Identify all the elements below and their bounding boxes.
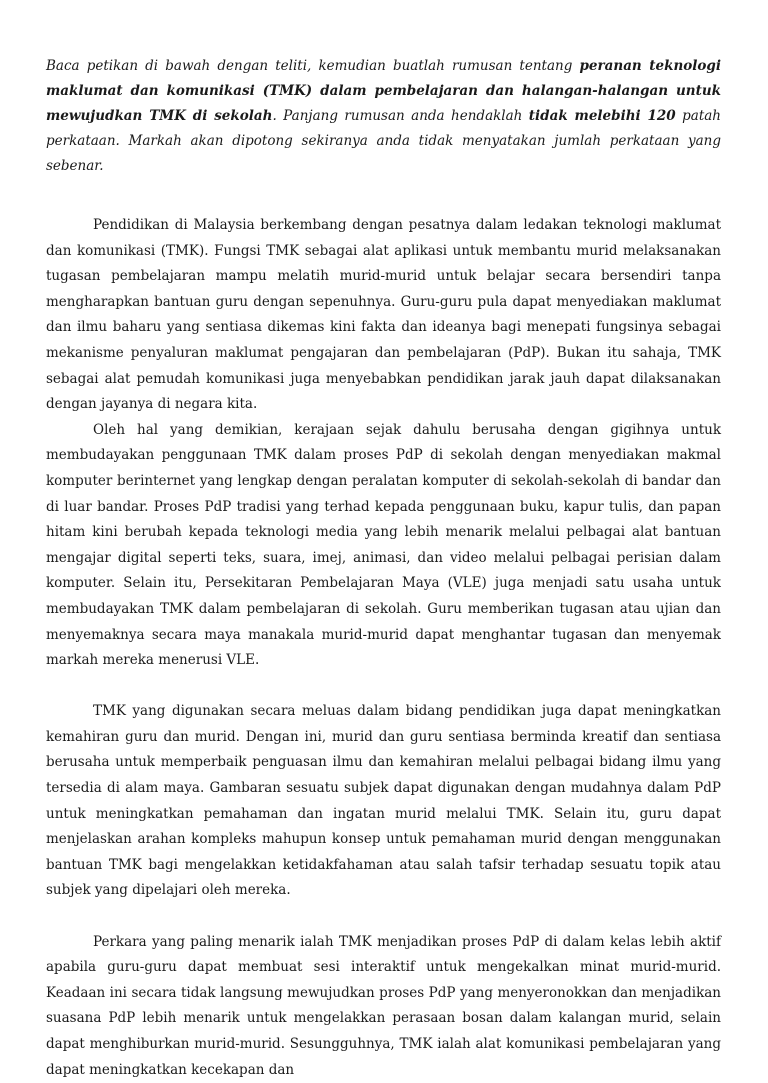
passage-paragraph-1: Pendidikan di Malaysia berkembang dengan pesatnya dalam ledakan teknologi maklumat dan komunikasi (TMK). Fungsi TMK sebagai alat aplikasi untuk membantu murid melaksanakan tugasan pembelajaran mampu melatih murid-murid untuk belajar secara bersendiri tanpa mengharapkan bantuan guru dengan sepenuhnya. Guru-guru pula dapat menyediakan maklumat dan ilmu baharu yang sentiasa dikemas kini fakta dan ideanya bagi menepati fungsinya sebagai mekanisme penyaluran maklumat pengajaran dan pembelajaran (PdP). Bukan itu sahaja, TMK sebagai alat pemudah komunikasi juga menyebabkan pendidikan jarak jauh dapat dilaksanakan dengan jayanya di negara kita. [46, 217, 721, 413]
instruction-topic: peranan teknologi maklumat dan komunikasi (TMK) dalam pembelajaran dan halangan-halangan untuk mewujudkan TMK di sekolah [46, 58, 721, 124]
instruction-lead: Baca petikan di bawah dengan teliti, kemudian buatlah rumusan tentang [46, 58, 580, 74]
spacer [46, 674, 721, 700]
passage-paragraph-2: Oleh hal yang demikian, kerajaan sejak dahulu berusaha dengan gigihnya untuk membudayakan penggunaan TMK dalam proses PdP di sekolah dengan menyediakan makmal komputer berinternet yang lengkap dengan peralatan komputer di sekolah-sekolah di bandar dan di luar bandar. Proses PdP tradisi yang terhad kepada penggunaan buku, kapur tulis, dan papan hitam kini berubah kepada teknologi media yang lebih menarik melalui pelbagai alat bantuan mengajar digital seperti teks, suara, imej, animasi, dan video melalui pelbagai perisian dalam komputer. Selain itu, Persekitaran Pembelajaran Maya (VLE) juga menjadi satu usaha untuk membudayakan TMK dalam pembelajaran di sekolah. Guru memberikan tugasan atau ujian dan menyemaknya secara maya manakala murid-murid dapat menghantar tugasan dan menyemak markah mereka menerusi VLE. [46, 421, 721, 669]
spacer [46, 179, 721, 213]
instruction-text [46, 54, 721, 179]
instruction-word-limit: tidak melebihi 120 [528, 108, 676, 124]
passage-paragraph-4: Perkara yang paling menarik ialah TMK menjadikan proses PdP di dalam kelas lebih aktif apabila guru-guru dapat membuat sesi interaktif untuk mengekalkan minat murid-murid. Keadaan ini secara tidak langsung mewujudkan proses PdP yang menyeronokkan dan menjadikan suasana PdP lebih menarik untuk mengelakkan perasaan bosan dalam kalangan murid, selain dapat menghiburkan murid-murid. Sesungguhnya, TMK ialah alat komunikasi pembelajaran yang dapat meningkatkan kecekapan dan [46, 933, 721, 1078]
instruction-penalty: patah perkataan. Markah akan dipotong sekiranya anda tidak menyatakan jumlah perkataan yang sebenar. [46, 108, 721, 174]
instruction-length-rule: . Panjang rumusan anda hendaklah [272, 108, 529, 124]
document-page [46, 54, 721, 1083]
passage-paragraph-3: TMK yang digunakan secara meluas dalam bidang pendidikan juga dapat meningkatkan kemahiran guru dan murid. Dengan ini, murid dan guru sentiasa berminda kreatif dan sentiasa berusaha untuk memperbaik penguasan ilmu dan kemahiran melalui pelbagai bidang ilmu yang tersedia di alam maya. Gambaran sesuatu subjek dapat digunakan dengan mudahnya dalam PdP untuk meningkatkan pemahaman dan ingatan murid melalui TMK. Selain itu, guru dapat menjelaskan arahan kompleks mahupun konsep untuk pemahaman murid dengan menggunakan bantuan TMK bagi mengelakkan ketidakfahaman atau salah tafsir terhadap sesuatu topik atau subjek yang dipelajari oleh mereka. [46, 703, 721, 899]
spacer [46, 904, 721, 930]
